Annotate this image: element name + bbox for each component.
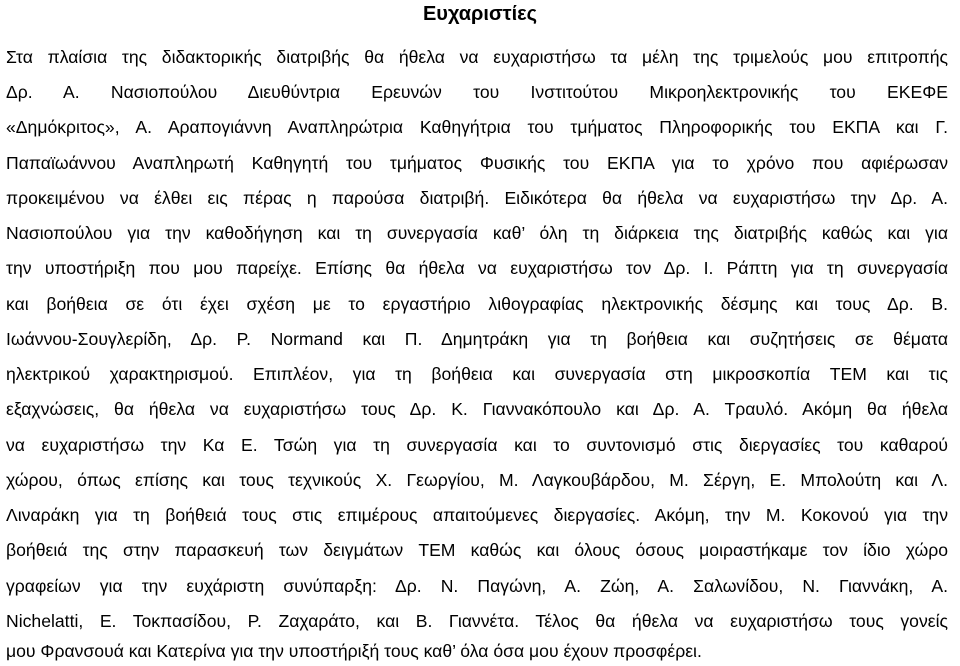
paragraph-line: χώρου, όπως επίσης και τους τεχνικούς Χ. Γεωργίου, Μ. Λαγκουβάρδου, Μ. Σέργη, Ε. Μπολούτη και Λ. — [6, 470, 948, 490]
paragraph-line: Δρ. Α. Νασιοπούλου Διευθύντρια Ερευνών του Ινστιτούτου Μικροηλεκτρονικής του ΕΚΕΦΕ — [6, 82, 948, 102]
paragraph-line: Λιναράκη για τη βοήθειά τους στις επιμέρους απαιτούμενες διεργασίες. Ακόμη, την Μ. Κοκονού για την — [6, 505, 948, 525]
paragraph-line: Nichelatti, Ε. Τοκπασίδου, Ρ. Ζαχαράτο, και Β. Γιαννέτα. Τέλος θα ήθελα να ευχαριστήσω τους γονείς — [6, 611, 948, 631]
paragraph-line: Στα πλαίσια της διδακτορικής διατριβής θα ήθελα να ευχαριστήσω τα μέλη της τριμελούς μου επιτροπής — [6, 47, 948, 67]
paragraph-line: «Δημόκριτος», Α. Αραπογιάννη Αναπληρώτρια Καθηγήτρια του τμήματος Πληροφορικής του ΕΚΠΑ και Γ. — [6, 117, 948, 137]
paragraph-line: γραφείων για την ευχάριστη συνύπαρξη: Δρ. Ν. Παγώνη, Α. Ζώη, Α. Σαλωνίδου, Ν. Γιαννάκη, Α. — [6, 576, 948, 596]
paragraph-line: την υποστήριξη που μου παρείχε. Επίσης θα ήθελα να ευχαριστήσω τον Δρ. Ι. Ράπτη για τη συνεργασία — [6, 258, 948, 278]
paragraph-line: βοήθειά της στην παρασκευή των δειγμάτων TEM καθώς και όλους όσους μοιραστήκαμε τον ίδιο χώρο — [6, 540, 948, 560]
page-title: Ευχαριστίες — [422, 3, 538, 25]
paragraph-line: και βοήθεια σε ότι έχει σχέση με το εργαστήριο λιθογραφίας ηλεκτρονικής δέσμης και τους Δρ. Β. — [6, 294, 948, 314]
paragraph-line: προκειμένου να έλθει εις πέρας η παρούσα διατριβή. Ειδικότερα θα ήθελα να ευχαριστήσω την Δρ. Α. — [6, 188, 948, 208]
paragraph-line: να ευχαριστήσω την Κα Ε. Τσώη για τη συνεργασία και το συντονισμό στις διεργασίες του καθαρού — [6, 435, 948, 455]
paragraph-line: Παπαϊωάννου Αναπληρωτή Καθηγητή του τμήματος Φυσικής του ΕΚΠΑ για το χρόνο που αφιέρωσαν — [6, 153, 948, 173]
paragraph-line: ηλεκτρικού χαρακτηρισμού. Επιπλέον, για τη βοήθεια και συνεργασία στη μικροσκοπία TEM και τις — [6, 364, 948, 384]
paragraph-line: Νασιοπούλου για την καθοδήγηση και τη συνεργασία καθ’ όλη τη διάρκεια της διατριβής καθώς και για — [6, 223, 948, 243]
paragraph-line: Ιωάννου-Σουγλερίδη, Δρ. Ρ. Normand και Π. Δημητράκη για τη βοήθεια και συζητήσεις σε θέματα — [6, 329, 948, 349]
paragraph-line: εξαχνώσεις, θα ήθελα να ευχαριστήσω τους Δρ. Κ. Γιαννακόπουλο και Δρ. Α. Τραυλό. Ακόμη θα ήθελα — [6, 399, 948, 419]
paragraph-line-last: μου Φρανσουά και Κατερίνα για την υποστήριξή τους καθ’ όλα όσα μου έχουν προσφέρει. — [6, 641, 702, 661]
